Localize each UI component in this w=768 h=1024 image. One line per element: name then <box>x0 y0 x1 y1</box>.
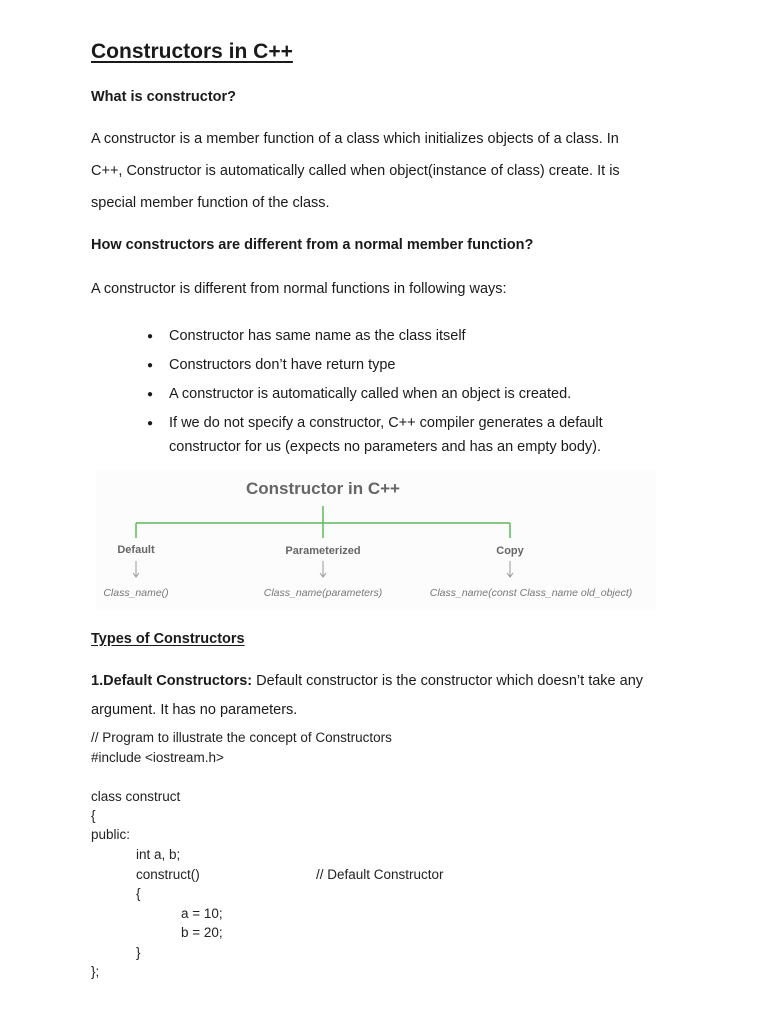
paragraph-line: A constructor is a member function of a class which initializes objects of a class. In <box>91 131 619 147</box>
code-comment: // Default Constructor <box>316 867 444 882</box>
question-what-is-constructor: What is constructor? <box>91 89 237 105</box>
constructor-types-diagram <box>96 470 656 610</box>
default-constructor-paragraph <box>91 673 643 689</box>
code-line: } <box>136 945 141 960</box>
default-constructor-label: 1.Default Constructors: <box>91 673 253 689</box>
paragraph-intro: A constructor is different from normal functions in following ways: <box>91 281 507 297</box>
default-constructor-text: Default constructor is the constructor which doesn’t take any <box>252 673 644 689</box>
diagram-label-parameterized: Parameterized <box>285 545 361 557</box>
page-title: Constructors in C++ <box>91 40 293 63</box>
diagram-example-copy: Class_name(const Class_name old_object) <box>429 587 633 599</box>
default-constructor-text-cont: argument. It has no parameters. <box>91 702 298 718</box>
list-item: ● Constructor has same name as the class itself <box>147 322 603 351</box>
bullet-list <box>147 322 603 438</box>
question-difference: How constructors are different from a normal member function? <box>91 237 534 253</box>
code-line: b = 20; <box>181 925 223 940</box>
diagram-example-parameterized: Class_name(parameters) <box>263 587 383 599</box>
code-line: { <box>91 808 96 823</box>
list-item-continuation: constructor for us (expects no parameters and has an empty body). <box>169 439 601 455</box>
code-line: construct() <box>136 867 200 882</box>
code-line: int a, b; <box>136 847 181 862</box>
diagram-label-copy: Copy <box>496 545 524 557</box>
paragraph-line: special member function of the class. <box>91 195 330 211</box>
code-line: #include <iostream.h> <box>91 750 224 765</box>
paragraph-line: C++, Constructor is automatically called when object(instance of class) create. It is <box>91 163 620 179</box>
list-item: ● Constructors don’t have return type <box>147 351 603 380</box>
code-line: // Program to illustrate the concept of Constructors <box>91 730 392 745</box>
code-line: public: <box>91 827 131 842</box>
diagram-title: Constructor in C++ <box>246 479 400 498</box>
code-line: a = 10; <box>181 906 223 921</box>
diagram-example-default: Class_name() <box>103 587 169 599</box>
diagram-label-default: Default <box>117 544 155 556</box>
code-line: class construct <box>91 789 181 804</box>
code-line: { <box>136 886 141 901</box>
code-line: }; <box>91 964 100 979</box>
types-heading: Types of Constructors <box>91 631 245 647</box>
list-item: ● If we do not specify a constructor, C++ compiler generates a default <box>147 409 603 438</box>
list-item: ● A constructor is automatically called when an object is created. <box>147 380 603 409</box>
